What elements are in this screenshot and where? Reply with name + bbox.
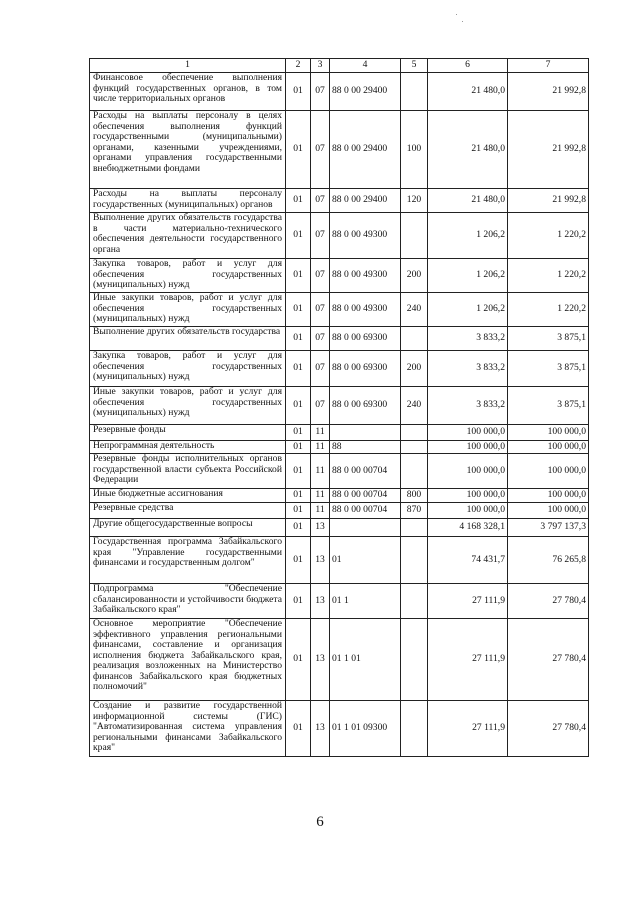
cell-csr: 88 0 00 69300 — [330, 351, 401, 387]
table-header-row — [90, 59, 589, 73]
table-row — [90, 619, 589, 701]
cell-pr: 11 — [311, 425, 330, 441]
cell-name: Иные закупки товаров, работ и услуг для обеспечения государственных (муниципальных) нужд — [90, 387, 286, 425]
cell-pr: 11 — [311, 489, 330, 503]
cell-name: Выполнение других обязательств государства в части материально-технического обеспечения деятельности государственного органа — [90, 213, 286, 259]
cell-csr: 88 0 00 49300 — [330, 259, 401, 293]
cell-pr: 11 — [311, 441, 330, 454]
table-row — [90, 701, 589, 757]
cell-vr — [401, 619, 428, 701]
cell-sum1: 100 000,0 — [428, 441, 508, 454]
cell-name: Выполнение других обязательств государства — [90, 327, 286, 351]
cell-rz: 01 — [286, 537, 311, 584]
cell-csr: 01 1 01 09300 — [330, 701, 401, 757]
cell-sum2: 27 780,4 — [508, 584, 589, 619]
cell-sum1: 21 480,0 — [428, 73, 508, 111]
cell-sum2: 100 000,0 — [508, 441, 589, 454]
cell-name: Другие общегосударственные вопросы — [90, 519, 286, 537]
cell-name: Государственная программа Забайкальского края "Управление государственными финансами и государственным долгом" — [90, 537, 286, 584]
cell-name: Расходы на выплаты персоналу государственных (муниципальных) органов — [90, 189, 286, 213]
cell-pr: 07 — [311, 111, 330, 189]
cell-vr: 240 — [401, 293, 428, 327]
cell-sum1: 27 111,9 — [428, 701, 508, 757]
cell-sum1: 1 206,2 — [428, 213, 508, 259]
table-row — [90, 327, 589, 351]
table-row — [90, 489, 589, 503]
column-header-4: 4 — [330, 59, 401, 73]
table-row — [90, 351, 589, 387]
cell-pr: 07 — [311, 293, 330, 327]
cell-sum1: 21 480,0 — [428, 189, 508, 213]
cell-sum1: 74 431,7 — [428, 537, 508, 584]
cell-sum2: 3 875,1 — [508, 387, 589, 425]
cell-csr — [330, 425, 401, 441]
table-row — [90, 503, 589, 519]
cell-sum1: 3 833,2 — [428, 351, 508, 387]
cell-csr — [330, 519, 401, 537]
table-row — [90, 454, 589, 489]
cell-sum1: 27 111,9 — [428, 619, 508, 701]
cell-csr: 88 0 00 69300 — [330, 327, 401, 351]
cell-name: Расходы на выплаты персоналу в целях обеспечения выполнения функций государственными (муниципальными) органами, казенными учреждениями, органами управления государственными внебюджетными фондами — [90, 111, 286, 189]
cell-sum1: 1 206,2 — [428, 293, 508, 327]
cell-rz: 01 — [286, 189, 311, 213]
cell-pr: 13 — [311, 537, 330, 584]
cell-vr: 200 — [401, 259, 428, 293]
cell-name: Закупка товаров, работ и услуг для обеспечения государственных (муниципальных) нужд — [90, 351, 286, 387]
column-header-1: 1 — [90, 59, 286, 73]
cell-rz: 01 — [286, 441, 311, 454]
column-header-3: 3 — [311, 59, 330, 73]
cell-sum2: 27 780,4 — [508, 619, 589, 701]
cell-pr: 07 — [311, 351, 330, 387]
cell-csr: 88 0 00 00704 — [330, 454, 401, 489]
cell-vr: 200 — [401, 351, 428, 387]
cell-csr: 88 0 00 29400 — [330, 189, 401, 213]
table-row — [90, 387, 589, 425]
cell-sum2: 27 780,4 — [508, 701, 589, 757]
cell-pr: 13 — [311, 701, 330, 757]
cell-rz: 01 — [286, 701, 311, 757]
table-row — [90, 441, 589, 454]
cell-vr — [401, 73, 428, 111]
cell-sum2: 100 000,0 — [508, 454, 589, 489]
cell-vr: 100 — [401, 111, 428, 189]
cell-sum2: 100 000,0 — [508, 503, 589, 519]
cell-csr: 88 0 00 29400 — [330, 73, 401, 111]
cell-name: Финансовое обеспечение выполнения функций государственных органов, в том числе территориальных органов — [90, 73, 286, 111]
table-row — [90, 189, 589, 213]
cell-name: Основное мероприятие "Обеспечение эффективного управления региональными финансами, составление и организация исполнения бюджета Забайкальского края, реализация возложенных на Министерство финансов Забайкальского края бюджетных полномочий" — [90, 619, 286, 701]
cell-pr: 11 — [311, 454, 330, 489]
cell-vr — [401, 519, 428, 537]
cell-pr: 11 — [311, 503, 330, 519]
cell-sum2: 3 875,1 — [508, 327, 589, 351]
cell-csr: 88 0 00 00704 — [330, 503, 401, 519]
cell-csr: 01 — [330, 537, 401, 584]
cell-vr: 870 — [401, 503, 428, 519]
column-header-2: 2 — [286, 59, 311, 73]
cell-vr — [401, 327, 428, 351]
cell-sum1: 21 480,0 — [428, 111, 508, 189]
cell-sum1: 100 000,0 — [428, 489, 508, 503]
cell-sum1: 3 833,2 — [428, 327, 508, 351]
cell-rz: 01 — [286, 454, 311, 489]
cell-name: Резервные средства — [90, 503, 286, 519]
cell-sum1: 100 000,0 — [428, 454, 508, 489]
cell-rz: 01 — [286, 619, 311, 701]
cell-sum1: 1 206,2 — [428, 259, 508, 293]
cell-csr: 88 0 00 49300 — [330, 293, 401, 327]
cell-rz: 01 — [286, 425, 311, 441]
column-header-5: 5 — [401, 59, 428, 73]
cell-pr: 13 — [311, 584, 330, 619]
cell-sum1: 100 000,0 — [428, 503, 508, 519]
cell-vr: 800 — [401, 489, 428, 503]
cell-sum1: 27 111,9 — [428, 584, 508, 619]
table-row — [90, 213, 589, 259]
cell-csr: 01 1 01 — [330, 619, 401, 701]
cell-vr: 240 — [401, 387, 428, 425]
cell-vr — [401, 537, 428, 584]
cell-sum2: 1 220,2 — [508, 259, 589, 293]
cell-name: Непрограммная деятельность — [90, 441, 286, 454]
table-row — [90, 293, 589, 327]
cell-rz: 01 — [286, 73, 311, 111]
cell-sum2: 21 992,8 — [508, 189, 589, 213]
cell-vr — [401, 441, 428, 454]
cell-pr: 13 — [311, 519, 330, 537]
scan-speck — [456, 14, 457, 15]
cell-rz: 01 — [286, 293, 311, 327]
cell-pr: 07 — [311, 213, 330, 259]
cell-csr: 88 — [330, 441, 401, 454]
cell-sum2: 3 797 137,3 — [508, 519, 589, 537]
cell-name: Подпрограмма "Обеспечение сбалансированности и устойчивости бюджета Забайкальского края" — [90, 584, 286, 619]
table-row — [90, 537, 589, 584]
table-row — [90, 584, 589, 619]
cell-pr: 07 — [311, 73, 330, 111]
cell-vr — [401, 425, 428, 441]
table-row — [90, 111, 589, 189]
cell-csr: 88 0 00 49300 — [330, 213, 401, 259]
cell-rz: 01 — [286, 351, 311, 387]
cell-rz: 01 — [286, 387, 311, 425]
page-number: 6 — [316, 814, 324, 830]
cell-csr: 88 0 00 29400 — [330, 111, 401, 189]
cell-rz: 01 — [286, 111, 311, 189]
cell-sum1: 4 168 328,1 — [428, 519, 508, 537]
cell-sum1: 100 000,0 — [428, 425, 508, 441]
cell-pr: 07 — [311, 189, 330, 213]
cell-rz: 01 — [286, 519, 311, 537]
column-header-6: 6 — [428, 59, 508, 73]
cell-rz: 01 — [286, 327, 311, 351]
cell-csr: 88 0 00 00704 — [330, 489, 401, 503]
column-header-7: 7 — [508, 59, 589, 73]
cell-sum1: 3 833,2 — [428, 387, 508, 425]
cell-name: Иные закупки товаров, работ и услуг для обеспечения государственных (муниципальных) нужд — [90, 293, 286, 327]
cell-sum2: 76 265,8 — [508, 537, 589, 584]
cell-vr: 120 — [401, 189, 428, 213]
cell-name: Создание и развитие государственной информационной системы (ГИС) "Автоматизированная система управления региональными финансами Забайкальского края" — [90, 701, 286, 757]
cell-csr: 01 1 — [330, 584, 401, 619]
table-row — [90, 73, 589, 111]
cell-name: Резервные фонды исполнительных органов государственной власти субъекта Российской Федерации — [90, 454, 286, 489]
cell-pr: 07 — [311, 259, 330, 293]
cell-pr: 07 — [311, 387, 330, 425]
cell-rz: 01 — [286, 259, 311, 293]
cell-csr: 88 0 00 69300 — [330, 387, 401, 425]
budget-table — [89, 58, 589, 757]
table-row — [90, 519, 589, 537]
cell-name: Иные бюджетные ассигнования — [90, 489, 286, 503]
cell-vr — [401, 454, 428, 489]
cell-sum2: 100 000,0 — [508, 489, 589, 503]
cell-vr — [401, 701, 428, 757]
cell-name: Закупка товаров, работ и услуг для обеспечения государственных (муниципальных) нужд — [90, 259, 286, 293]
cell-rz: 01 — [286, 584, 311, 619]
cell-sum2: 100 000,0 — [508, 425, 589, 441]
table-row — [90, 425, 589, 441]
cell-rz: 01 — [286, 213, 311, 259]
cell-sum2: 3 875,1 — [508, 351, 589, 387]
cell-sum2: 1 220,2 — [508, 213, 589, 259]
cell-vr — [401, 213, 428, 259]
cell-sum2: 21 992,8 — [508, 111, 589, 189]
cell-sum2: 21 992,8 — [508, 73, 589, 111]
cell-rz: 01 — [286, 503, 311, 519]
cell-pr: 13 — [311, 619, 330, 701]
cell-sum2: 1 220,2 — [508, 293, 589, 327]
cell-pr: 07 — [311, 327, 330, 351]
cell-name: Резервные фонды — [90, 425, 286, 441]
scan-speck — [462, 21, 463, 22]
cell-vr — [401, 584, 428, 619]
cell-rz: 01 — [286, 489, 311, 503]
table-row — [90, 259, 589, 293]
